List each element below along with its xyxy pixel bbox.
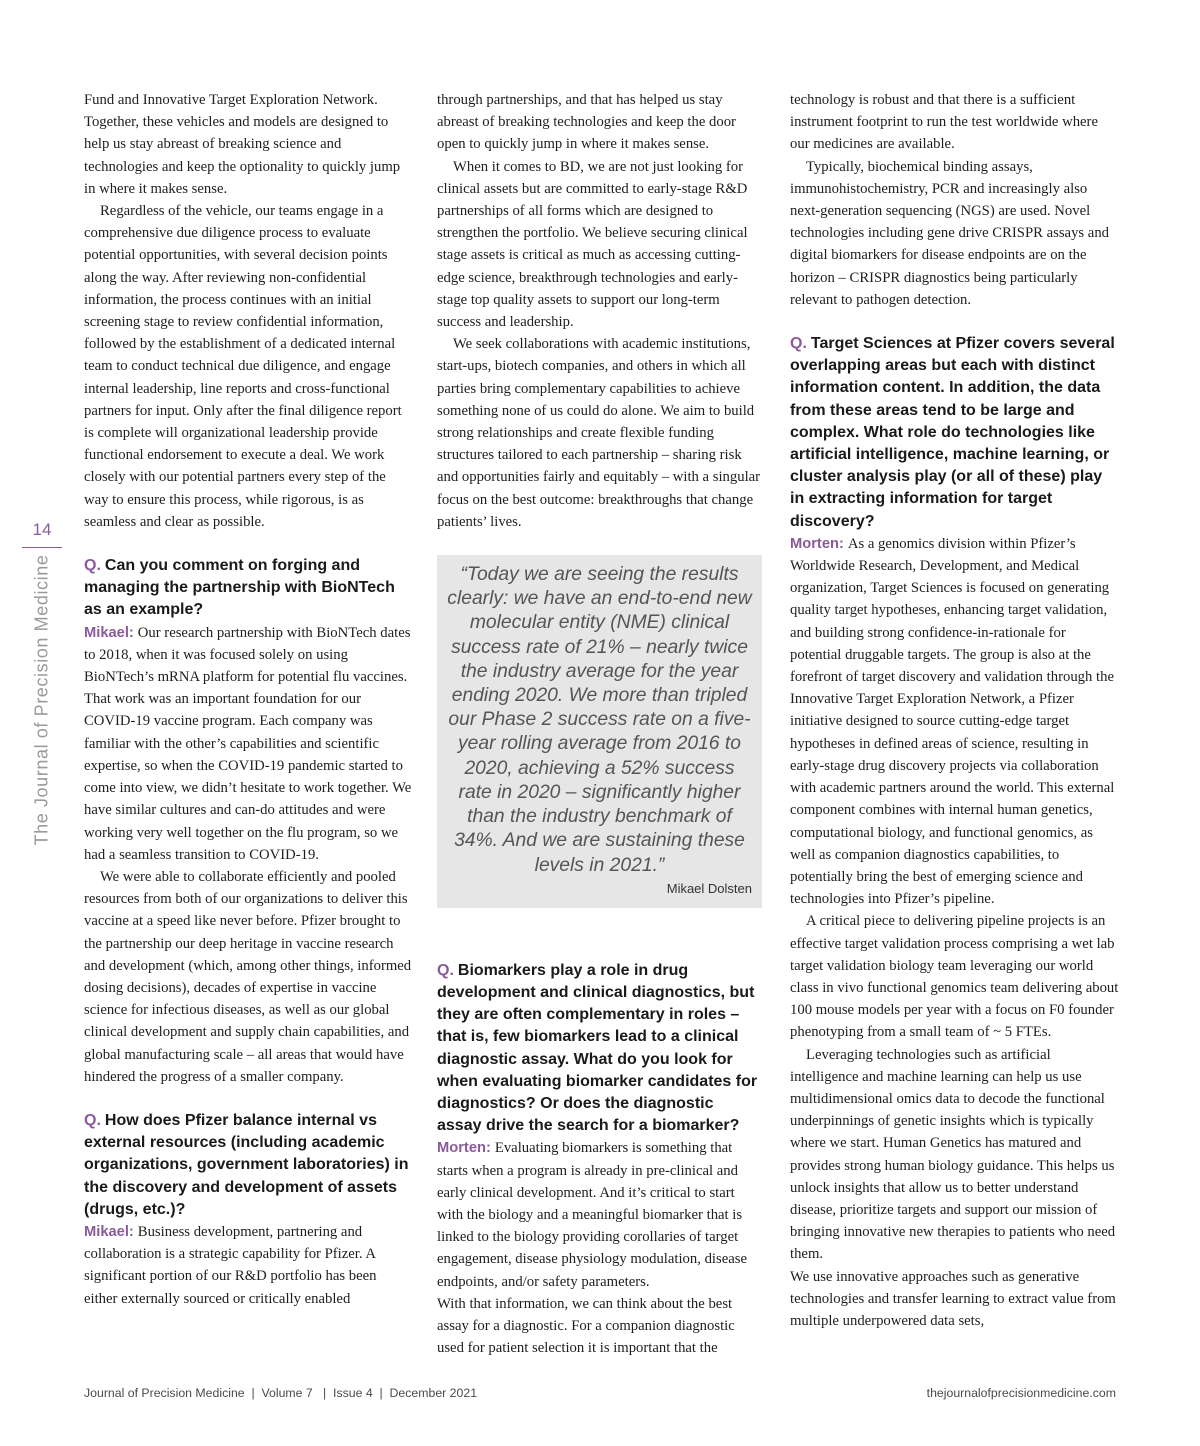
paragraph: We were able to collaborate efficiently and pooled resources from both of our organizations to deliver this vaccine at a speed like never before. Pfizer brought to the partnership our deep heritage in vaccine research and development (which, among other things, informed dosing decisions), decades of expertise in vaccine science for infectious diseases, as well as our global clinical development and supply chain capabilities, and global manufacturing scale – all areas that would have hindered the progress of a smaller company. (84, 868, 412, 1085)
paragraph: We use innovative approaches such as generative technologies and transfer learning to extract value from multiple underpowered data sets, (790, 1268, 1116, 1329)
answer-text: Evaluating biomarkers is something that starts when a program is already in pre-clinical and early clinical development. And it’s critical to start with the biology and a meaningful biomarker that is linked to the biology providing corollaries of target engagement, disease physiology modulation, disease endpoints, and/or safety parameters. (437, 1140, 748, 1290)
answer-text: Our research partnership with BioNTech dates to 2018, when it was focused solely on using BioNTech’s mRNA platform for potential flu vaccines. That work was an important foundation for our COVID-19 vaccine program. Each company was familiar with the other’s capabilities and scientific expertise, so when the COVID-19 pandemic started to come into view, we didn’t hesitate to work together. We have similar cultures and can-do attitudes and were working very well together on the flu program, so we had a seamless transition to COVID-19. (84, 624, 412, 863)
question-marker: Q. (437, 961, 454, 979)
column-2 (437, 89, 762, 1359)
pull-quote-text: “Today we are seeing the results clearly: we have an end-to-end new molecular entity (NME) clinical success rate of 21% – nearly twice the industry average for the year ending 2020. We more than tripled our Phase 2 success rate on a five-year rolling average from 2016 to 2020, achieving a 52% success rate in 2020 – significantly higher than the industry benchmark of 34%. And we are sustaining these levels in 2021.” (447, 564, 752, 876)
question-heading (84, 1110, 412, 1221)
paragraph: Leveraging technologies such as artificial intelligence and machine learning can help us use multidimensional omics data to decode the functional underpinnings of genetic insights which is typically where we start. Human Genetics has matured and provides strong human biology guidance. This helps us unlock insights that allow us to better understand disease, prioritize targets and support our mission of bringing innovative new therapies to patients who need them. (790, 1046, 1116, 1263)
paragraph: When it comes to BD, we are not just looking for clinical assets but are committed to early-stage R&D partnerships of all forms which are designed to strengthen the portfolio. We believe securing clinical stage assets is critical as much as accessing cutting-edge science, breakthrough technologies and early-stage top quality assets to support our long-term success and leadership. (437, 158, 748, 331)
question-text: Can you comment on forging and managing the partnership with BioNTech as an example? (84, 557, 395, 619)
question-heading (84, 555, 412, 622)
paragraph: Typically, biochemical binding assays, immunohistochemistry, PCR and increasingly also next-generation sequencing (NGS) are used. Novel technologies including gene drive CRISPR assays and digital biomarkers for disease endpoints are on the horizon – CRISPR diagnostics being particularly relevant to pathogen detection. (790, 158, 1110, 308)
column-3 (790, 89, 1120, 1332)
answer-text: As a genomics division within Pfizer’s Worldwide Research, Development, and Medical organization, Target Sciences is focused on generating quality target hypotheses, enhancing target validation, and building strong confidence-in-rationale for potential druggable targets. The group is also at the forefront of target discovery and validation through the Innovative Target Exploration Network, a Pfizer initiative designed to source cutting-edge target hypotheses in defined areas of science, resulting in early-stage drug discovery projects via collaboration with academic partners around the world. This external component combines with internal human genetics, computational biology, and functional genomics, as well as companion diagnostics capabilities, to potentially bring the best of emerging science and technologies into Pfizer’s pipeline. (790, 535, 1115, 908)
paragraph: Regardless of the vehicle, our teams engage in a comprehensive due diligence process to evaluate potential opportunities, with several decision points along the way. After reviewing non-confidential information, the process continues with an initial screening stage to review confidential information, followed by the establishment of a dedicated internal team to conduct technical due diligence, and engage internal leadership, line reports and cross-functional partners for input. Only after the final diligence report is complete will organizational leadership provide functional endorsement to execute a deal. We work closely with our potential partners every step of the way to ensure this process, while rigorous, is as seamless and clear as possible. (84, 203, 402, 530)
pull-quote-author: Mikael Dolsten (666, 880, 752, 896)
paragraph: We seek collaborations with academic institutions, start-ups, biotech companies, and others in which all parties bring complementary capabilities to achieve something none of us could do alone. We aim to build strong relationships and create flexible funding structures tailored to each partnership – sharing risk and opportunities fairly and equitably – with a singular focus on the best outcome: breakthroughs that change patients’ lives. (437, 336, 761, 530)
answer-paragraph (437, 1137, 762, 1292)
question-heading (790, 333, 1120, 533)
speaker-name: Morten: (790, 535, 844, 552)
journal-title-vertical: The Journal of Precision Medicine (31, 554, 52, 846)
paragraph: Fund and Innovative Target Exploration Network. Together, these vehicles and models are designed to help us stay abreast of breaking science and technologies and keep the optionality to quickly jump in where it makes sense. (84, 92, 401, 197)
answer-paragraph (84, 1221, 412, 1310)
question-marker: Q. (84, 557, 101, 575)
answer-paragraph (84, 622, 412, 866)
question-text: How does Pfizer balance internal vs external resources (including academic organizations, government laboratories) in the discovery and development of assets (drugs, etc.)? (84, 1111, 409, 1218)
column-1 (84, 89, 412, 1310)
footer-website: thejournalofprecisionmedicine.com (926, 1386, 1116, 1400)
question-text: Target Sciences at Pfizer covers several overlapping areas but each with distinct information content. In addition, the data from these areas tend to be large and complex. What role do technologies like artificial intelligence, machine learning, or cluster analysis play (or all of these) play in extracting information for target discovery? (790, 335, 1115, 530)
question-marker: Q. (84, 1111, 101, 1129)
pull-quote (437, 555, 762, 908)
speaker-name: Morten: (437, 1140, 491, 1157)
answer-text: Business development, partnering and collaboration is a strategic capability for Pfizer. A significant portion of our R&D portfolio has been either externally sourced or critically enabled (84, 1223, 377, 1307)
paragraph: through partnerships, and that has helped us stay abreast of breaking technologies and keep the door open to quickly jump in where it makes sense. (437, 92, 736, 153)
paragraph: A critical piece to delivering pipeline projects is an effective target validation process comprising a wet lab target validation biology team leveraging our world class in vivo functional genomics team delivering about 100 mouse models per year with a focus on F0 founder phenotyping from a small team of ~ 5 FTEs. (790, 913, 1119, 1041)
paragraph: technology is robust and that there is a sufficient instrument footprint to run the test worldwide where our medicines are available. (790, 92, 1098, 153)
speaker-name: Mikael: (84, 624, 134, 641)
speaker-name: Mikael: (84, 1223, 134, 1240)
page-number: 14 (32, 520, 52, 539)
footer-journal-info: Journal of Precision Medicine | Volume 7 | Issue 4 | December 2021 (84, 1386, 478, 1400)
question-marker: Q. (790, 335, 807, 353)
question-text: Biomarkers play a role in drug development and clinical diagnostics, but they are often complementary in roles – that is, few biomarkers lead to a clinical diagnostic assay. What do you look for when evaluating biomarker candidates for diagnostics? Or does the diagnostic assay drive the search for a biomarker? (437, 961, 758, 1135)
question-heading (437, 960, 762, 1138)
paragraph: With that information, we can think about the best assay for a diagnostic. For a companion diagnostic used for patient selection it is important that the (437, 1295, 735, 1357)
answer-paragraph (790, 533, 1120, 910)
page-number-rule (22, 547, 62, 548)
